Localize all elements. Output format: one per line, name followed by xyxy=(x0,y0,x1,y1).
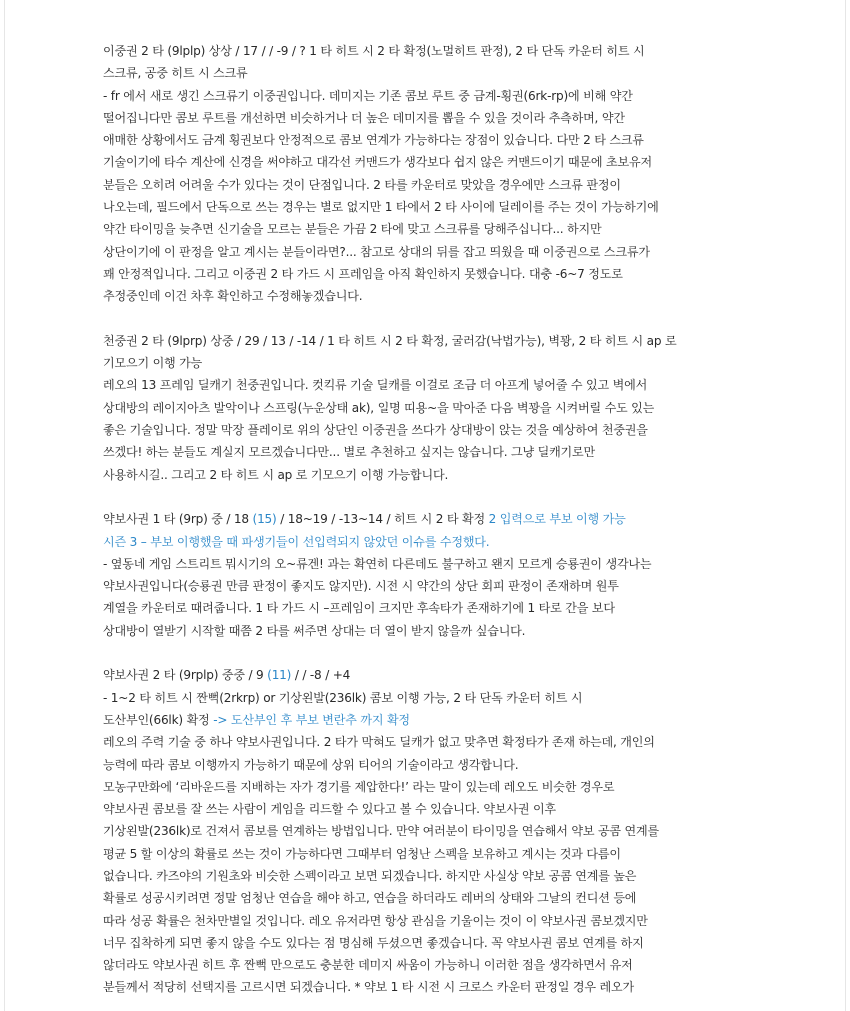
text-line xyxy=(103,731,753,753)
highlighted-text: 시즌 3 – 부보 이행했을 때 파생기들이 선입력되지 않았던 이슈를 수정했다. xyxy=(103,534,490,549)
section-4 xyxy=(103,664,753,998)
text-line xyxy=(103,397,753,419)
text-span: 확률로 성공시키려면 정말 엄청난 연습을 해야 하고, 연습을 하더라도 레버의 상태와 그날의 컨디션 등에 xyxy=(103,891,637,906)
text-line xyxy=(103,241,753,263)
text-span: 사용하시길.. 그리고 2 타 히트 시 ap 로 기모으기 이행 가능합니다. xyxy=(103,467,449,482)
text-line xyxy=(103,709,753,731)
text-span: 계열을 카운터로 때려줍니다. 1 타 가드 시 –프레임이 크지만 후속타가 존재하기에 1 타로 간을 보다 xyxy=(103,601,615,616)
section-1 xyxy=(103,40,753,308)
text-line xyxy=(103,664,753,686)
text-span: 스크류, 공중 히트 시 스크류 xyxy=(103,66,248,81)
text-span: 애매한 상황에서도 금계 횡권보다 안정적으로 콤보 연계가 가능하다는 장점이 있습니다. 다만 2 타 스크류 xyxy=(103,133,644,148)
text-span: - 1~2 타 히트 시 짠뻑(2rkrp) or 기상왼발(236lk) 콤보 이행 가능, 2 타 단독 카운터 히트 시 xyxy=(103,690,583,705)
text-span: 너무 집착하게 되면 좋지 않을 수도 있다는 점 명심해 두셨으면 좋겠습니다. 꼭 약보사권 콤보 연계를 하지 xyxy=(103,935,644,950)
text-line xyxy=(103,85,753,107)
text-span: 능력에 따라 콤보 이행까지 가능하기 때문에 상위 티어의 기술이라고 생각합니다. xyxy=(103,757,519,772)
text-line xyxy=(103,330,753,352)
text-span: 상단이기에 이 판정을 알고 계시는 분들이라면?... 참고로 상대의 뒤를 잡고 띄웠을 때 이중권으로 스크류가 xyxy=(103,244,650,259)
text-line xyxy=(103,464,753,486)
text-line xyxy=(103,107,753,129)
text-line xyxy=(103,932,753,954)
text-line xyxy=(103,40,753,62)
section-3 xyxy=(103,508,753,642)
text-line xyxy=(103,910,753,932)
section-gap xyxy=(103,308,753,330)
text-line xyxy=(103,531,753,553)
text-line xyxy=(103,508,753,530)
text-span: / / -8 / +4 xyxy=(291,668,351,683)
text-line xyxy=(103,218,753,240)
text-line xyxy=(103,820,753,842)
text-span: 좋은 기술입니다. 정말 막장 플레이로 위의 상단인 이중권을 쓰다가 상대방이 앉는 것을 예상하여 천중권을 xyxy=(103,423,648,438)
text-span: 모농구만화에 ‘리바운드를 지배하는 자가 경기를 제압한다!’ 라는 말이 있는데 레오도 비슷한 경우로 xyxy=(103,779,615,794)
text-span: 나오는데, 필드에서 단독으로 쓰는 경우는 별로 없지만 1 타에서 2 타 사이에 딜레이를 주는 것이 가능하기에 xyxy=(103,200,659,215)
text-line xyxy=(103,575,753,597)
text-span: 기모으기 이행 가능 xyxy=(103,356,203,371)
text-span: 떨어집니다만 콤보 루트를 개선하면 비슷하거나 더 높은 데미지를 뽑을 수 있을 것이라 추측하며, 약간 xyxy=(103,110,625,125)
text-span: - fr 에서 새로 생긴 스크류기 이중권입니다. 데미지는 기존 콤보 루트 중 금계-횡권(6rk-rp)에 비해 약간 xyxy=(103,88,633,103)
text-span: 기술이기에 타수 계산에 신경을 써야하고 대각선 커맨드가 생각보다 쉽지 않은 커맨드이기 때문에 초보유저 xyxy=(103,155,652,170)
text-span: 천중권 2 타 (9lprp) 상중 / 29 / 13 / -14 / 1 타 히트 시 2 타 확정, 굴러감(낙법가능), 벽꽝, 2 타 히트 시 ap 로 xyxy=(103,333,677,348)
text-span: 레오의 13 프레임 딜캐기 천중권입니다. 컷킥류 기술 딜캐를 이걸로 조금 더 아프게 넣어줄 수 있고 벽에서 xyxy=(103,378,648,393)
text-line xyxy=(103,352,753,374)
section-gap xyxy=(103,642,753,664)
text-span: 이중권 2 타 (9lplp) 상상 / 17 / / -9 / ? 1 타 히트 시 2 타 확정(노멀히트 판정), 2 타 단독 카운터 히트 시 xyxy=(103,44,645,58)
text-span: 약간 타이밍을 늦추면 신기술을 모르는 분들은 가끔 2 타에 맞고 스크류를 당해주십니다... 하지만 xyxy=(103,222,602,237)
text-line xyxy=(103,620,753,642)
text-span: 도산부인(66lk) 확정 xyxy=(103,712,214,727)
text-line xyxy=(103,151,753,173)
text-span: 꽤 안정적입니다. 그리고 이중권 2 타 가드 시 프레임을 아직 확인하지 못했습니다. 대충 -6~7 정도로 xyxy=(103,266,623,281)
text-span: 쓰겠다! 하는 분들도 계실지 모르겠습니다만... 별로 추천하고 싶지는 않습니다. 그냥 딜캐기로만 xyxy=(103,445,596,460)
text-span: 따라 성공 확률은 천차만별일 것입니다. 레오 유저라면 항상 관심을 기울이는 것이 이 약보사권 콤보겠지만 xyxy=(103,913,648,928)
highlighted-text: (15) xyxy=(252,512,277,527)
text-span: 약보사권 1 타 (9rp) 중 / 18 xyxy=(103,512,253,527)
text-span: 없습니다. 카즈야의 기원초와 비슷한 스펙이라고 보면 되겠습니다. 하지만 사실상 약보 공콤 연계를 높은 xyxy=(103,868,637,883)
document-body xyxy=(103,40,753,999)
highlighted-text: 2 입력으로 부보 이행 가능 xyxy=(488,512,626,527)
text-span: 기상왼발(236lk)로 건져서 콤보를 연계하는 방법입니다. 만약 여러분이 타이밍을 연습해서 약보 공콤 연계를 xyxy=(103,824,660,839)
text-line xyxy=(103,954,753,976)
text-line xyxy=(103,174,753,196)
text-line xyxy=(103,754,753,776)
text-line xyxy=(103,887,753,909)
highlighted-text: (11) xyxy=(267,668,292,683)
text-line xyxy=(103,687,753,709)
text-line xyxy=(103,62,753,84)
text-span: 분들께서 적당히 선택지를 고르시면 되겠습니다. * 약보 1 타 시전 시 크로스 카운터 판정일 경우 레오가 xyxy=(103,980,634,995)
text-line xyxy=(103,441,753,463)
text-line xyxy=(103,285,753,307)
text-span: 레오의 주력 기술 중 하나 약보사권입니다. 2 타가 막혀도 딜캐가 없고 맞추면 확정타가 존재 하는데, 개인의 xyxy=(103,735,655,750)
text-line xyxy=(103,843,753,865)
text-line xyxy=(103,263,753,285)
text-span: 약보사권 콤보를 잘 쓰는 사람이 게임을 리드할 수 있다고 볼 수 있습니다. 약보사권 이후 xyxy=(103,802,556,817)
text-line xyxy=(103,129,753,151)
text-span: 상대방이 열받기 시작할 때쯤 2 타를 써주면 상대는 더 열이 받지 않을까 싶습니다. xyxy=(103,623,526,638)
text-span: 분들은 오히려 어려울 수가 있다는 것이 단점입니다. 2 타를 카운터로 맞았을 경우에만 스크류 판정이 xyxy=(103,177,621,192)
highlighted-text: -> 도산부인 후 부보 변란추 까지 확정 xyxy=(213,712,410,727)
text-line xyxy=(103,976,753,998)
text-line xyxy=(103,419,753,441)
text-span: 상대방의 레이지아츠 발악이나 스프링(누운상태 ak), 일명 띠용~을 막아준 다음 벽꽝을 시켜버릴 수도 있는 xyxy=(103,400,655,415)
text-line xyxy=(103,196,753,218)
text-span: 않더라도 약보사권 히트 후 짠뻑 만으로도 충분한 데미지 싸움이 가능하니 이러한 점을 생각하면서 유저 xyxy=(103,958,633,973)
section-2 xyxy=(103,330,753,486)
text-span: 평균 5 할 이상의 확률로 쓰는 것이 가능하다면 그때부터 엄청난 스펙을 보유하고 계시는 것과 다름이 xyxy=(103,846,621,861)
text-span: - 옆동네 게임 스트리트 뭐시기의 오~류겐! 과는 확연히 다른데도 불구하고 왠지 모르게 승룡권이 생각나는 xyxy=(103,556,652,571)
text-line xyxy=(103,553,753,575)
text-span: 약보사권 2 타 (9rplp) 중중 / 9 xyxy=(103,668,268,683)
text-line xyxy=(103,374,753,396)
text-span: / 18~19 / -13~14 / 히트 시 2 타 확정 xyxy=(276,512,489,527)
text-line xyxy=(103,597,753,619)
text-line xyxy=(103,776,753,798)
text-line xyxy=(103,798,753,820)
text-span: 약보사권입니다(승룡권 만큼 판정이 좋지도 않지만). 시전 시 약간의 상단 회피 판정이 존재하며 원투 xyxy=(103,579,619,594)
text-span: 추정중인데 이건 차후 확인하고 수정해놓겠습니다. xyxy=(103,289,363,304)
text-line xyxy=(103,865,753,887)
section-gap xyxy=(103,486,753,508)
